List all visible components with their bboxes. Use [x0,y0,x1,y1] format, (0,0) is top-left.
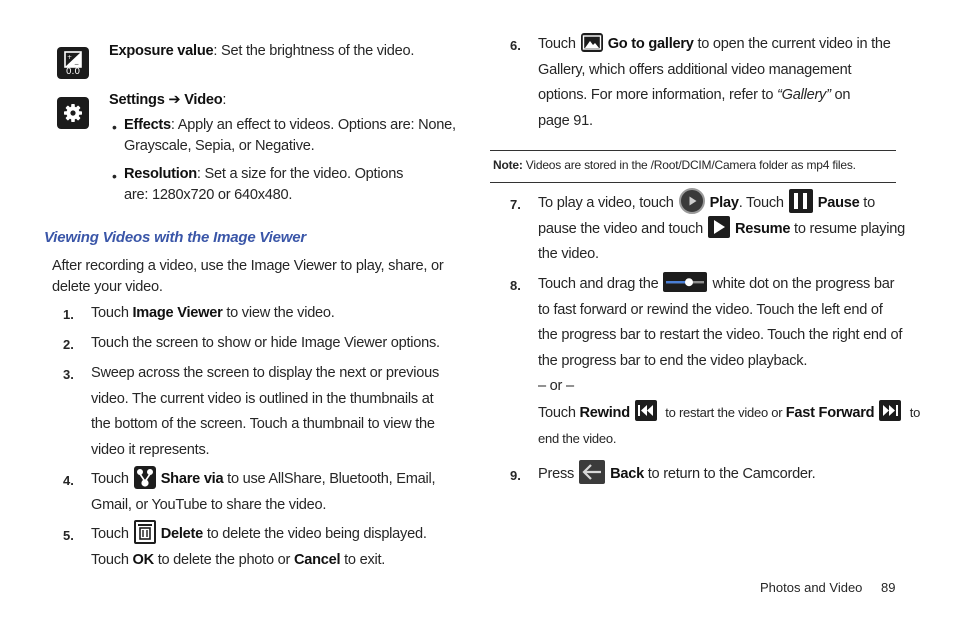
bullet-resolution [124,164,403,206]
step-6-line2: Gallery, which offers additional video management [538,61,852,78]
resolution-line2: are: 1280x720 or 640x480. [124,187,293,203]
note-rule-top [490,150,896,151]
resolution-line1: : Set a size for the video. Options [196,166,404,182]
settings-video-heading [109,88,226,114]
step-1-pre: Touch [91,305,133,321]
exposure-value-line [109,39,414,65]
step-5-pre: Touch [91,526,129,542]
gallery-icon [581,33,603,52]
settings-colon: : [222,92,227,108]
step-3-line: Sweep across the screen to display the next or previous [91,365,440,381]
step-7-l2c: to resume playing [790,220,905,237]
step-8-l6a: Touch [538,404,580,421]
note-label: Note: [493,158,523,172]
note-text: Videos are stored in the /Root/DCIM/Camera folder as mp4 files. [522,158,856,172]
note [493,158,856,172]
step-number: 5. [63,528,74,543]
step-4-post: to use AllShare, Bluetooth, Email, [223,471,436,487]
step-6 [538,32,891,134]
step-6-line4: page 91. [538,112,593,129]
step-number: 3. [63,367,74,382]
exposure-label: Exposure value [109,43,214,59]
progress-slider-icon [663,272,707,292]
resume-icon [708,216,730,238]
fast-forward-label: Fast Forward [785,404,875,421]
step-number: 2. [63,337,74,352]
delete-label: Delete [160,526,204,542]
effects-label: Effects [124,117,171,133]
or-separator: – or – [538,378,574,394]
step-9 [538,462,815,488]
back-arrow-icon [579,460,605,484]
step-6-line3a: options. For more information, refer to [538,87,778,103]
step-2: Touch the screen to show or hide Image Viewer options. [91,335,440,351]
bullet-effects [124,115,456,157]
step-8-line7: end the video. [538,431,617,446]
video-label: Video [184,92,223,108]
step-5-l2c: to delete the photo or [153,551,294,568]
step-number: 6. [510,38,521,53]
step-6-line3c: on [830,87,851,103]
step-4-pre: Touch [91,471,129,487]
go-to-gallery-label: Go to gallery [607,36,694,52]
page-number: 89 [881,580,896,595]
share-via-icon [134,466,156,489]
step-8-line2: to fast forward or rewind the video. Touch the left end of [538,301,883,318]
step-number: 1. [63,307,74,322]
delete-icon [134,520,156,544]
step-5-l2e: to exit. [340,551,386,568]
svg-text:−: − [74,61,80,68]
settings-label: Settings [109,92,165,108]
gear-icon [57,97,89,129]
pause-icon [789,189,813,213]
step-7-pre: To play a video, touch [538,195,674,211]
step-number: 7. [510,197,521,212]
step-8 [538,272,920,453]
step-7-line3: the video. [538,246,599,262]
step-8-l6c: to restart the video or [661,404,786,420]
step-3-line: video it represents. [91,441,210,458]
step-6-post: to open the current video in the [693,36,891,52]
back-label: Back [610,466,644,482]
step-1-post: to view the video. [222,305,335,321]
svg-text:+: + [67,54,73,61]
resume-label: Resume [734,220,791,237]
effects-line1: : Apply an effect to videos. Options are: None, [170,117,456,133]
ok-label: OK [132,551,154,568]
step-7-post: to [859,195,875,211]
image-viewer-label: Image Viewer [132,305,223,321]
step-8-l6e: to [906,404,921,420]
exposure-icon-value: 0.0 [65,67,81,77]
step-7 [538,191,905,268]
resolution-label: Resolution [124,166,197,182]
step-8-line3: the progress bar to restart the video. Touch the right end of [538,327,903,343]
note-rule-bottom [490,182,896,183]
step-number: 4. [63,473,74,488]
effects-line2: Grayscale, Sepia, or Negative. [124,138,315,154]
cancel-label: Cancel [293,551,341,568]
play-icon [679,188,705,214]
intro-line1: After recording a video, use the Image Viewer to play, share, or [52,258,444,274]
step-number: 8. [510,278,521,293]
step-7-mid: . Touch [738,195,784,211]
share-via-label: Share via [160,471,224,487]
rewind-label: Rewind [579,404,630,421]
exposure-icon [57,47,89,79]
step-4 [91,467,435,518]
step-7-l2a: pause the video and touch [538,220,703,237]
pause-label: Pause [817,195,860,211]
gallery-ref: “Gallery” [777,87,831,103]
step-5-post: to delete the video being displayed. [203,526,427,542]
step-4-line2: Gmail, or YouTube to share the video. [91,496,327,513]
footer-section: Photos and Video [760,580,863,595]
exposure-desc: : Set the brightness of the video. [213,43,415,59]
bullet: • [112,168,117,184]
step-9-pre: Press [538,466,575,482]
section-title: Viewing Videos with the Image Viewer [44,229,307,246]
play-label: Play [709,195,739,211]
step-1 [91,301,335,327]
rewind-icon [635,400,657,421]
step-8-pre: Touch and drag the [538,276,659,292]
step-3-line: video. The current video is outlined in the thumbnails at [91,390,434,407]
step-6-pre: Touch [538,36,576,52]
fast-forward-icon [879,400,901,421]
step-8-line4: the progress bar to end the video playback. [538,352,808,369]
step-5 [91,522,427,573]
step-3 [91,361,439,463]
intro-line2: delete your video. [52,279,163,295]
step-number: 9. [510,468,521,483]
intro-paragraph [52,256,444,298]
step-9-post: to return to the Camcorder. [643,466,816,482]
step-8-post: white dot on the progress bar [712,276,895,292]
arrow-glyph: ➔ [168,92,181,108]
step-3-line: the bottom of the screen. Touch a thumbnail to view the [91,416,435,432]
step-5-l2a: Touch [91,551,133,568]
bullet: • [112,119,117,135]
